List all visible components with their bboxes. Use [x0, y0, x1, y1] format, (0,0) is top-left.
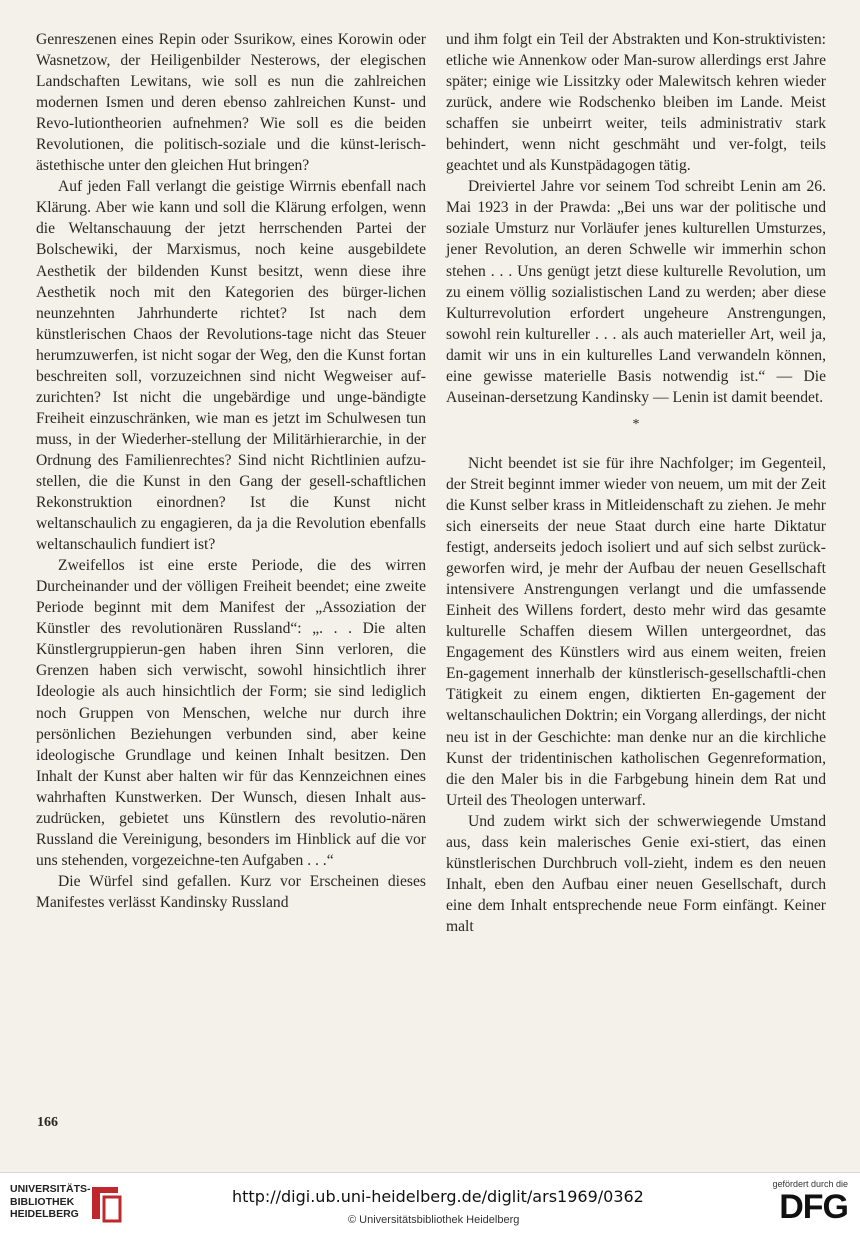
section-separator: *: [632, 416, 640, 432]
dfg-logo-text: DFG: [779, 1188, 848, 1226]
right-paragraph-3: Nicht beendet ist sie für ihre Nachfolger; im Gegenteil, der Streit beginnt immer wieder von neuem, um mit der Zeit die Kunst selber krass in Mitleidenschaft zu ziehen. Je mehr sich einerseits der neue Staat durch eine harte Diktatur festigt, anderseits jedoch isoliert und auf sich selbst zurück-geworfen wird, je mehr der Aufbau der neuen Gesellschaft intensivere Anstrengungen verlangt und die umfassende Einheit des Willens fordert, desto mehr wird das gesamte kulturelle Schaffen diesem Willen untergeordnet, das Engagement des Künstlers wird aus einem weiten, freien En-gagement innerhalb der künstlerisch-gesellschaftli-chen Tätigkeit zu einem engen, diktierten En-gagement der weltanschaulichen Doktrin; ein Vorgang allerdings, der nicht neu ist in der Geschichte: man denke nur an die kirchliche Kunst der tridentinischen katholischen Gegenreformation, die den Maler bis in die Farbgebung hinein dem Rat und Urteil des Theologen unterwarf.: [446, 454, 826, 809]
right-paragraph-1: und ihm folgt ein Teil der Abstrakten und Kon-struktivisten: etliche wie Annenkow oder Man-surow allerdings erst Jahre später; einige wie Lissitzky oder Malewitsch kehren wieder zurück, andere wie Rodschenko bleiben im Lande. Meist schaffen sie unbeirrt weiter, teils administrativ stark behindert, wenn nicht geschmäht und ver-folgt, teils geachtet und als Kunstpädagogen tätig.: [446, 31, 826, 175]
university-emblem-icon: [88, 1183, 124, 1223]
funding-label: gefördert durch die: [772, 1179, 848, 1189]
university-library-logo[interactable]: [10, 1183, 130, 1227]
right-paragraph-2: Dreiviertel Jahre vor seinem Tod schreibt Lenin am 26. Mai 1923 in der Prawda: „Bei uns war der politische und soziale Umsturz nur Vorläufer jenes kulturellen Umsturzes, jener Revolution, an deren Schwelle wir immerhin schon stehen . . . Uns genügt jetzt diese kulturelle Revolution, um zu einem völlig sozialistischen Land zu werden; aber diese Kulturrevolution erfordert ungeheure Anstrengungen, sowohl rein kultureller . . . als auch materieller Art, weil ja, damit wir uns in ein kulturelles Land verwandeln können, eine gewisse materielle Basis notwendig ist.“ — Die Auseinan-dersetzung Kandinsky — Lenin ist damit beendet.: [446, 178, 826, 406]
left-paragraph-1: Genreszenen eines Repin oder Ssurikow, eines Korowin oder Wasnetzow, der Heiligenbilder Nesterows, der elegischen Landschaften Lewitans, wie soll es nun die zahlreichen modernen Ismen und deren ebenso zahlreichen Kunst- und Revo-lutiontheorien aufnehmen? Wie soll es die beiden Revolutionen, die politisch-soziale und die künst-lerisch-ästethische unter den gleichen Hut bringen?: [36, 31, 426, 175]
dfg-funding-logo[interactable]: [756, 1179, 848, 1229]
copyright-notice: © Universitätsbibliothek Heidelberg: [348, 1214, 520, 1226]
right-paragraph-4: Und zudem wirkt sich der schwerwiegende Umstand aus, dass kein malerisches Genie exi-stiert, das einen künstlerischen Durchbruch voll-zieht, indem es den neuen Inhalt, eben den Aufbau einer neuen Gesellschaft, durch eine dem Inhalt entsprechende neue Form einfängt. Keiner malt: [446, 812, 826, 935]
left-paragraph-3: Zweifellos ist eine erste Periode, die des wirren Durcheinander und der völligen Freiheit beendet; eine zweite Periode beginnt mit dem Manifest der „Assoziation der Künstler des revolutionären Russland“: „. . . Die alten Künstlergruppierun-gen haben ihren Sinn verloren, die Grenzen haben sich verwischt, sowohl hinsichtlich ihrer Ideologie als auch hinsichtlich der Form; sie sind lediglich noch Gruppen von Menschen, welche nur durch ihre persönlichen Beziehungen verbunden sind, aber keine ideologische Grundlage und keinen Inhalt besitzen. Den Inhalt der Kunst aber halten wir für das Kennzeichnen eines wahrhaften Kunstwerken. Der Wunsch, diesen Inhalt aus-zudrücken, gebietet uns Künstlern des revolutio-nären Russland die Vereinigung, besonders im Hinblick auf die vor uns stehenden, vorgezeichne-ten Aufgaben . . .“: [36, 557, 426, 869]
page-number: 166: [37, 1115, 58, 1130]
document-url-link[interactable]: http://digi.ub.uni-heidelberg.de/diglit/ars1969/0362: [232, 1187, 644, 1206]
right-column: [446, 29, 826, 937]
institution-name: UNIVERSITÄTS- BIBLIOTHEK HEIDELBERG: [10, 1183, 91, 1220]
viewer-footer: [0, 1172, 860, 1236]
left-paragraph-4: Die Würfel sind gefallen. Kurz vor Erscheinen dieses Manifestes verlässt Kandinsky Russland: [36, 872, 426, 911]
left-paragraph-2: Auf jeden Fall verlangt die geistige Wirrnis ebenfall nach Klärung. Aber wie kann und soll die Klärung erfolgen, wenn die Weltanschauung der jetzt herrschenden Partei der Bolschewiki, der Marxismus, noch keine ausgebildete Aesthetik der bildenden Kunst besitzt, wenn diese ihre Aesthetik noch mit den Kategorien des bürger-lichen neunzehnten Jahrhunderte richtet? Ist nach dem künstlerischen Chaos der Revolutions-tage nicht das Steuer herumzuwerfen, ist nicht sogar der Weg, den die Kunst fortan beschreiten soll, vorzuzeichnen sind nicht Wegweiser auf-zurichten? Ist nicht die ungebärdige und unge-bändigte Freiheit einzuschränken, wie man es jetzt im Schulwesen tun muss, in der Wiederher-stellung der Militärhierarchie, in der Ordnung des Familienrechtes? Sind nicht Richtlinien aufzu-stellen, die die Kunst in den Gang der gesell-schaftlichen Rekonstruktion einordnen? Ist die Kunst nicht weltanschaulich zu engagieren, da ja die Revolution ebenfalls weltanschaulich fundiert ist?: [36, 178, 426, 554]
left-column: [36, 29, 426, 913]
